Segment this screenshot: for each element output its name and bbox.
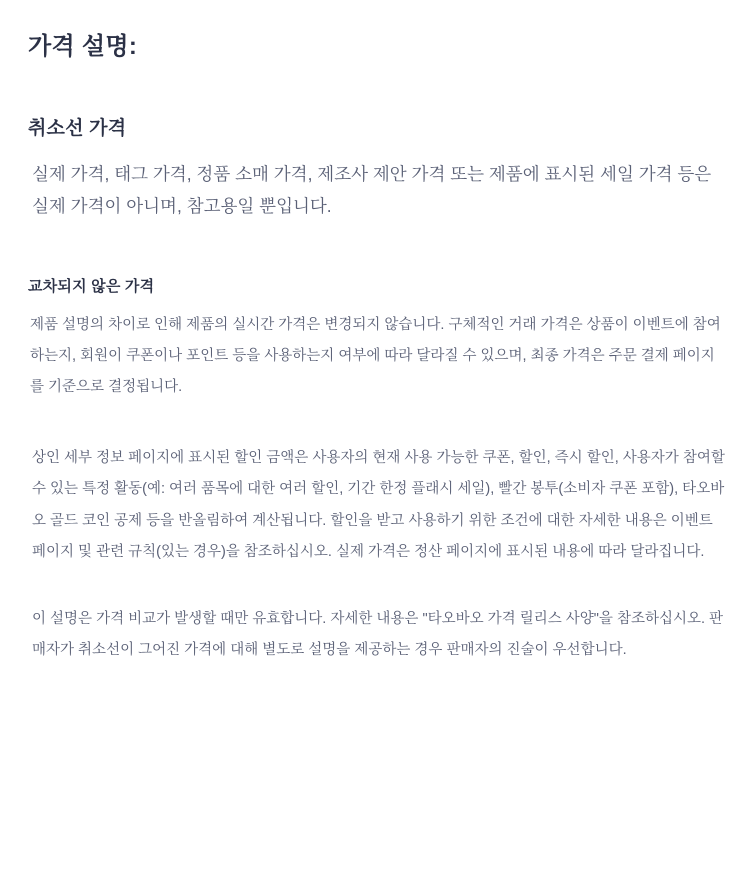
paragraph-realtime-price: 제품 설명의 차이로 인해 제품의 실시간 가격은 변경되지 않습니다. 구체적인 거래 가격은 상품이 이벤트에 참여하는지, 회원이 쿠폰이나 포인트 등을 사용하는지 여부에 따라 달라질 수 있으며, 최종 가격은 주문 결제 페이지를 기준으로 결정됩니다. bbox=[30, 316, 721, 396]
paragraph-discount-calculation: 상인 세부 정보 페이지에 표시된 할인 금액은 사용자의 현재 사용 가능한 쿠폰, 할인, 즉시 할인, 사용자가 참여할 수 있는 특정 활동(예: 여러 품목에 대한 여러 할인, 기간 한정 플래시 세일), 빨간 봉투(소비자 쿠폰 포함), 타오바오 골드 코인 공제 등을 반올림하여 계산됩니다. 할인을 받고 사용하기 위한 조건에 대한 자세한 내용은 이벤트 페이지 및 관련 규칙(있는 경우)을 참조하십시오. 실제 가격은 정산 페이지에 표시된 내용에 따라 달라집니다. bbox=[32, 450, 725, 560]
paragraph-price-comparison-validity: 이 설명은 가격 비교가 발생할 때만 유효합니다. 자세한 내용은 "타오바오 가격 릴리스 사양"을 참조하십시오. 판매자가 취소선이 그어진 가격에 대해 별도로 설명을 제공하는 경우 판매자의 진술이 우선합니다. bbox=[32, 610, 724, 659]
section-heading-non-crossed-price: 교차되지 않은 가격 bbox=[28, 277, 155, 295]
page-title: 가격 설명: bbox=[28, 33, 138, 60]
paragraph-strikethrough-price: 실제 가격, 태그 가격, 정품 소매 가격, 제조사 제안 가격 또는 제품에 표시된 세일 가격 등은 실제 가격이 아니며, 참고용일 뿐입니다. bbox=[32, 164, 712, 217]
section-heading-strikethrough-price: 취소선 가격 bbox=[28, 118, 127, 139]
